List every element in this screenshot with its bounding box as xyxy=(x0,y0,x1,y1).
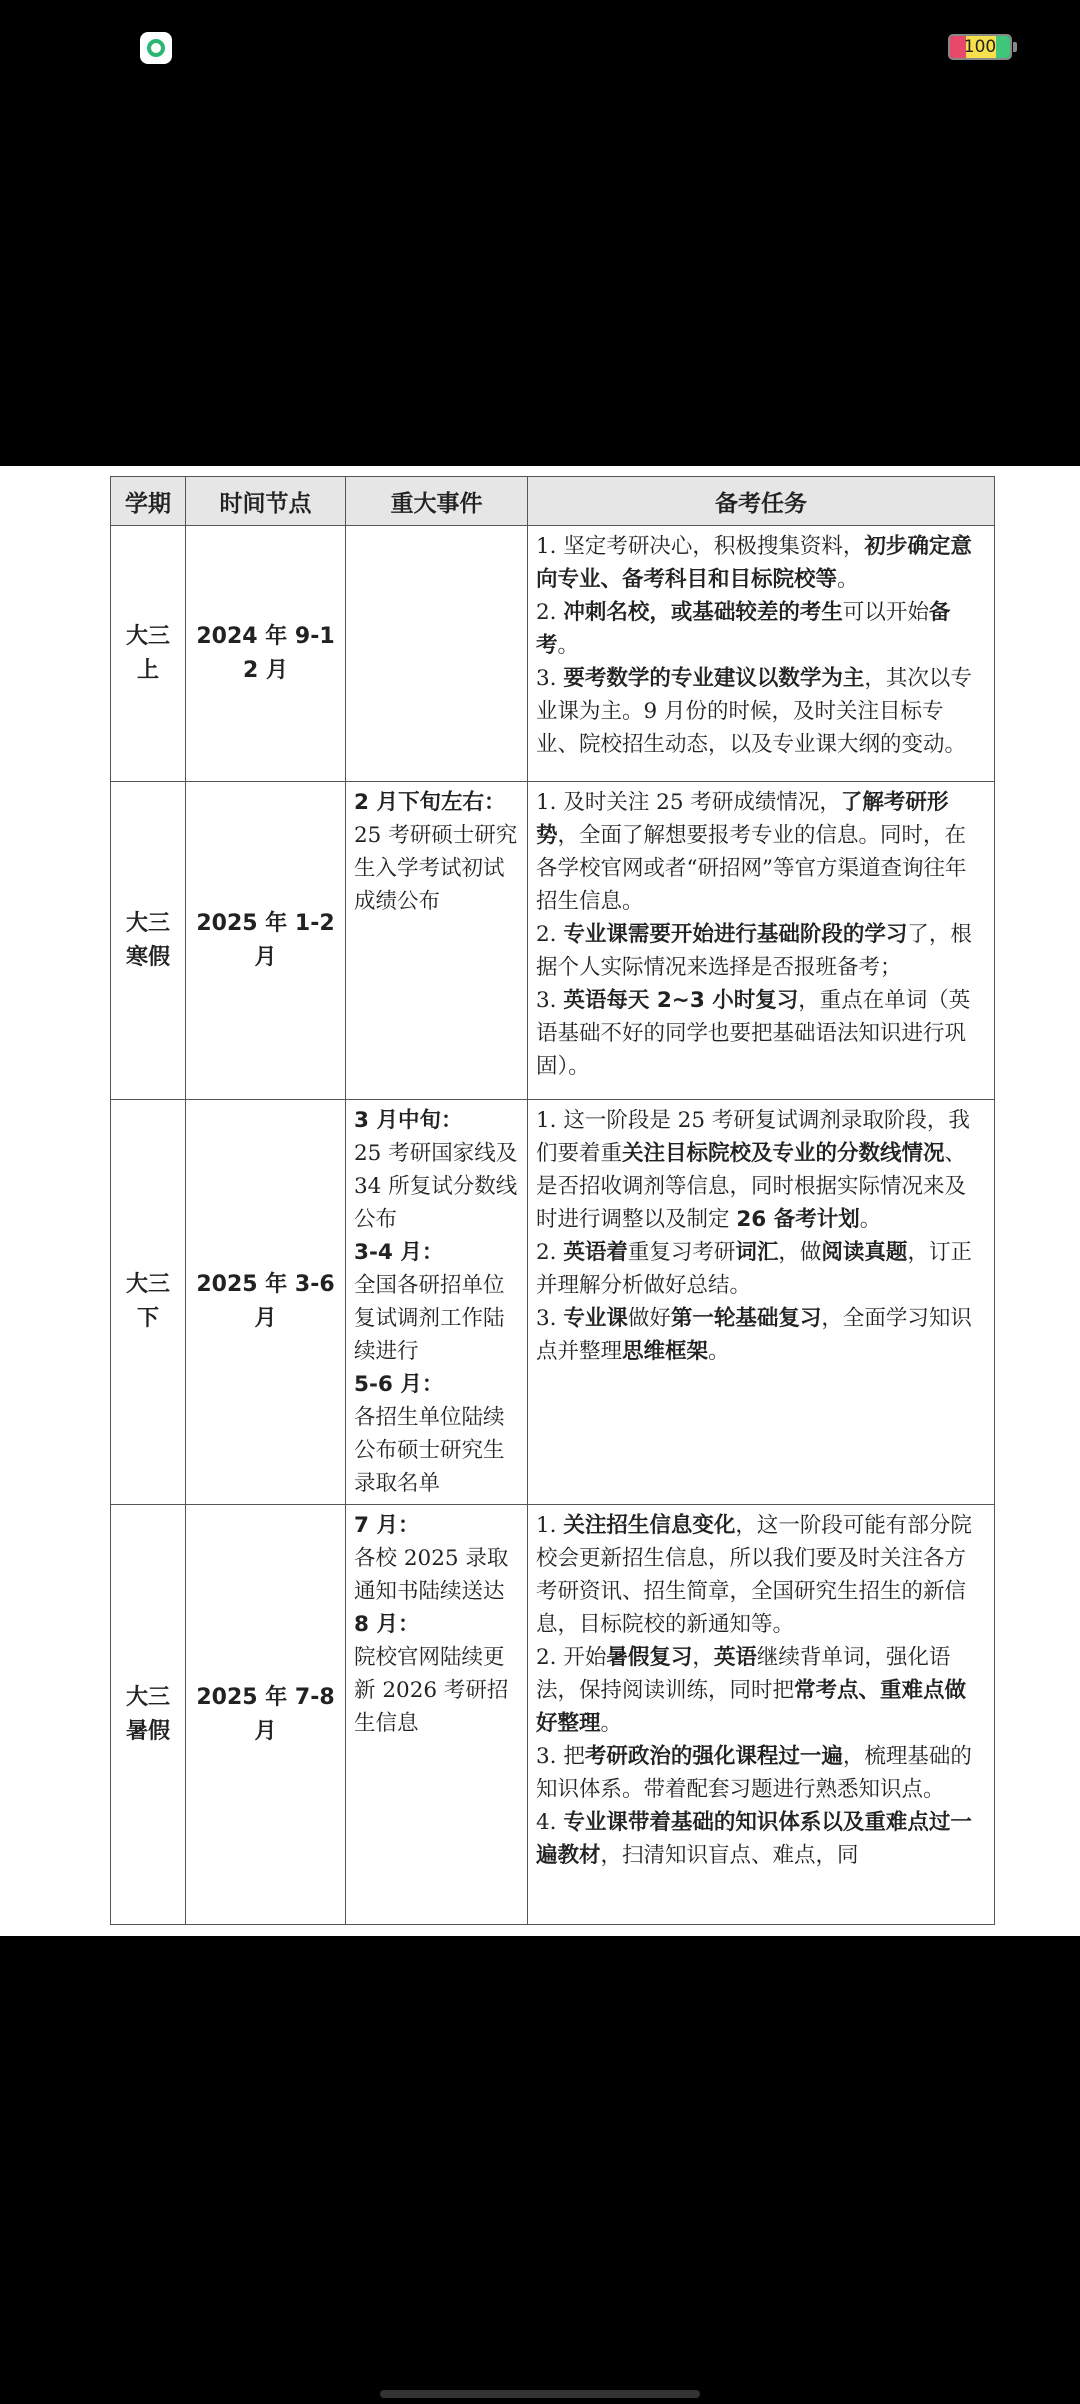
task-text: 。 xyxy=(837,567,859,592)
task-item xyxy=(536,1104,986,1236)
event-text: 全国各研招单位复试调剂工作陆续进行 xyxy=(354,1273,505,1364)
term-cell: 大三上 xyxy=(111,526,186,782)
task-emphasis: 26 备考计划 xyxy=(736,1207,860,1232)
event-date: 2 月下旬左右： xyxy=(354,790,506,815)
task-text: 。 xyxy=(859,1207,882,1232)
battery-icon xyxy=(948,34,1012,60)
task-emphasis: 初步确定意向专业、备考科目和目标院校等 xyxy=(536,534,972,592)
event-text: 25 考研硕士研究生入学考试初试成绩公布 xyxy=(354,823,518,914)
battery-cap xyxy=(1013,42,1017,52)
task-text: 了，根据个人实际情况来选择是否报班备考； xyxy=(536,922,972,980)
event-date: 8 月： xyxy=(354,1612,420,1637)
event-date: 7 月： xyxy=(354,1513,420,1538)
task-emphasis: 英语 xyxy=(713,1645,757,1670)
task-item xyxy=(536,1509,986,1641)
task-item xyxy=(536,530,986,596)
task-item xyxy=(536,1641,986,1740)
events-cell xyxy=(346,1100,528,1505)
task-text: 1. 及时关注 25 考研成绩情况， xyxy=(536,790,841,815)
task-item xyxy=(536,1806,986,1872)
task-item xyxy=(536,984,986,1083)
task-item xyxy=(536,662,986,761)
event-text: 院校官网陆续更新 2026 考研招生信息 xyxy=(354,1645,509,1736)
task-item xyxy=(536,1302,986,1368)
task-text: 2. xyxy=(536,600,564,625)
time-cell: 2025 年 7-8 月 xyxy=(186,1505,346,1925)
task-emphasis: 阅读真题 xyxy=(821,1240,908,1265)
term-cell: 大三下 xyxy=(111,1100,186,1505)
task-text: 可以开始 xyxy=(842,600,929,625)
time-cell: 2025 年 3-6 月 xyxy=(186,1100,346,1505)
task-emphasis: 关注招生信息变化 xyxy=(563,1513,736,1538)
table-header-row xyxy=(111,477,995,526)
task-emphasis: 英语着 xyxy=(563,1240,628,1265)
task-text: ，重点在单词（英语基础不好的同学也要把基础语法知识进行巩固）。 xyxy=(536,988,971,1079)
events-cell xyxy=(346,526,528,782)
task-text: 。 xyxy=(708,1339,730,1364)
time-cell: 2025 年 1-2 月 xyxy=(186,782,346,1100)
task-emphasis: 专业课需要开始进行基础阶段的学习 xyxy=(563,922,908,947)
task-item xyxy=(536,786,986,918)
term-cell: 大三寒假 xyxy=(111,782,186,1100)
task-text: 4. xyxy=(536,1810,564,1835)
task-text: ，做 xyxy=(778,1240,822,1265)
task-emphasis: 考研政治的强化课程过一遍 xyxy=(584,1744,843,1769)
task-text: ， xyxy=(692,1645,714,1670)
battery-level: 100 xyxy=(963,37,997,57)
task-text: 2. 开始 xyxy=(536,1645,607,1670)
task-text: 3. 把 xyxy=(536,1744,585,1769)
task-text: ，订正并理解分析做好总结。 xyxy=(536,1240,972,1298)
time-cell: 2024 年 9-12 月 xyxy=(186,526,346,782)
task-text: ，扫清知识盲点、难点，同 xyxy=(600,1843,859,1868)
task-text: 2. xyxy=(536,1240,564,1265)
event-text: 25 考研国家线及 34 所复试分数线公布 xyxy=(354,1141,518,1232)
task-text: 做好 xyxy=(627,1306,671,1331)
tasks-cell xyxy=(528,526,995,782)
event-text: 各招生单位陆续公布硕士研究生录取名单 xyxy=(354,1405,505,1496)
tasks-cell xyxy=(528,782,995,1100)
task-emphasis: 要考数学的专业建议以数学为主 xyxy=(563,666,865,691)
header-events: 重大事件 xyxy=(346,477,528,526)
task-text: 重复习考研 xyxy=(627,1240,736,1265)
task-item xyxy=(536,1740,986,1806)
table-row xyxy=(111,1100,995,1505)
task-text: 继续背单词，强化语法，保持阅读训练，同时把 xyxy=(536,1645,951,1703)
task-item xyxy=(536,1236,986,1302)
task-text: 3. xyxy=(536,988,564,1013)
header-tasks: 备考任务 xyxy=(528,477,995,526)
home-indicator[interactable] xyxy=(380,2390,700,2398)
task-text: 。 xyxy=(600,1711,623,1736)
task-emphasis: 第一轮基础复习 xyxy=(670,1306,822,1331)
task-text: 1. 坚定考研决心，积极搜集资料， xyxy=(536,534,865,559)
task-text: ，全面了解想要报考专业的信息。同时，在各学校官网或者“研招网”等官方渠道查询往年招生信息。 xyxy=(536,823,967,914)
header-term: 学期 xyxy=(111,477,186,526)
event-date: 5-6 月： xyxy=(354,1372,444,1397)
term-cell: 大三暑假 xyxy=(111,1505,186,1925)
tasks-cell xyxy=(528,1100,995,1505)
task-emphasis: 暑假复习 xyxy=(606,1645,693,1670)
task-text: 1. 这一阶段是 25 考研复试调剂录取阶段，我们要着重 xyxy=(536,1108,970,1166)
table-row xyxy=(111,782,995,1100)
task-text: 。 xyxy=(557,633,580,658)
event-date: 3 月中旬： xyxy=(354,1108,463,1133)
task-text: 3. xyxy=(536,666,564,691)
task-emphasis: 专业课 xyxy=(563,1306,628,1331)
task-emphasis: 思维框架 xyxy=(622,1339,709,1364)
event-text: 各校 2025 录取通知书陆续送达 xyxy=(354,1546,509,1604)
task-text: 1. xyxy=(536,1513,564,1538)
task-text: ，全面学习知识点并整理 xyxy=(536,1306,972,1364)
task-emphasis: 英语每天 2~3 小时复习 xyxy=(563,988,799,1013)
task-emphasis: 专业课带着基础的知识体系以及重难点过一遍教材 xyxy=(536,1810,972,1868)
task-item xyxy=(536,918,986,984)
task-emphasis: 冲刺名校，或基础较差的考生 xyxy=(563,600,843,625)
table-row xyxy=(111,1505,995,1925)
tasks-cell xyxy=(528,1505,995,1925)
task-text: 、是否招收调剂等信息，同时根据实际情况来及时进行调整以及制定 xyxy=(536,1141,967,1232)
header-time: 时间节点 xyxy=(186,477,346,526)
task-item xyxy=(536,596,986,662)
task-emphasis: 了解考研形势 xyxy=(536,790,949,848)
exam-schedule-table xyxy=(110,476,995,1925)
task-text: ，其次以专业课为主。9 月份的时候，及时关注目标专业、院校招生动态，以及专业课大纲的变动。 xyxy=(536,666,972,757)
task-emphasis: 备考 xyxy=(536,600,951,658)
task-text: 3. xyxy=(536,1306,564,1331)
task-emphasis: 词汇 xyxy=(735,1240,779,1265)
document-image xyxy=(0,466,1080,1936)
event-date: 3-4 月： xyxy=(354,1240,444,1265)
table-row xyxy=(111,526,995,782)
task-text: 2. xyxy=(536,922,564,947)
task-emphasis: 关注目标院校及专业的分数线情况 xyxy=(622,1141,945,1166)
task-emphasis: 常考点、重难点做好整理 xyxy=(536,1678,967,1736)
events-cell xyxy=(346,782,528,1100)
task-text: ，梳理基础的知识体系。带着配套习题进行熟悉知识点。 xyxy=(536,1744,972,1802)
task-text: ，这一阶段可能有部分院校会更新招生信息，所以我们要及时关注各方考研资讯、招生简章，全国研究生招生的新信息，目标院校的新通知等。 xyxy=(536,1513,972,1637)
events-cell xyxy=(346,1505,528,1925)
app-notification-icon xyxy=(140,32,172,64)
